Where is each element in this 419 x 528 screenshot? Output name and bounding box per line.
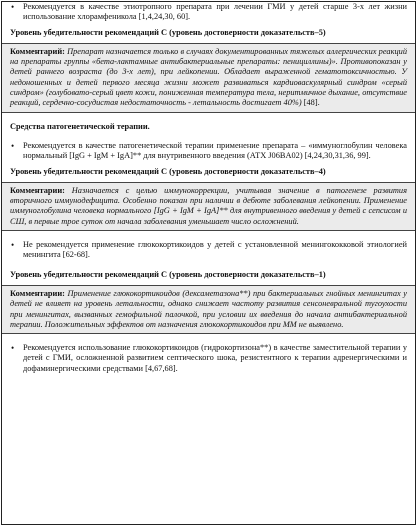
evidence-level-heading-1: Уровень убедительности рекомендаций C (уровень достоверности доказательств–5) xyxy=(10,27,326,37)
document-body xyxy=(2,2,415,374)
comment-reference: [48]. xyxy=(301,98,320,108)
section-heading-pathogenetic-therapy: Средства патогенетической терапии. xyxy=(10,121,150,131)
comment-label: Комментарий: xyxy=(10,46,65,56)
comment-label: Комментарии: xyxy=(10,185,65,195)
comment-text: Применение глюкокортикоидов (дексаметазона**) при бактериальных гнойных менингитах у детей не влияет на уровень летальности, однако снижает частоту развития сенсоневральной тугоухости при менингитах, вызванных гемофильной палочкой, при условии их введения до начала антибактериальной терапии. Положительных эффектов от назначения глюкокортикоидов при ММ не выявлено. xyxy=(10,288,407,329)
recommendation-chloramphenicol: • Рекомендуется в качестве этиотропного препарата при лечении ГМИ у детей старше 3-х лет жизни использование хлорамфеникола [1,4,24,30, 60]. xyxy=(10,2,407,23)
comment-text: Препарат назначается только в случаях документированных тяжелых аллергических реакций на препараты группы «бета-лактамные антибактериальные препараты: пенициллины)». Противопоказан у детей раннего возраста (до 3-х лет), при лейкопении. Обладает выраженной гематотоксичностью. У недоношенных и детей первого месяца жизни может развиваться кардиоваскулярный синдром «серый синдром» (голубовато-серый цвет кожи, пониженная температура тела, неритмичное дыхание, отсутствие реакций, сердечно-сосудистая недостаточность - летальность достигает 40%) xyxy=(10,46,407,108)
comment-box-immunoglobulin xyxy=(2,182,415,231)
evidence-level-heading-2: Уровень убедительности рекомендаций C (уровень достоверности доказательств–4) xyxy=(10,166,326,176)
recommendation-immunoglobulin: • Рекомендуется в качестве патогенетической терапии применение препарата – «иммуноглобулин человека нормальный [IgG + IgM + IgA]** для внутривенного введения (АТХ J06BA02) [4,24,30,31,36, 99]. xyxy=(10,141,407,162)
comment-box-chloramphenicol xyxy=(2,43,415,113)
recommendation-hydrocortisone: • Рекомендуется использование глюкокортикоидов (гидрокортизона**) в качестве заместительной терапии у детей с ГМИ, осложненной развитием септического шока, резистентного к терапии адренергическими и дофаминергическими средствами [4,67,68]. xyxy=(10,343,407,374)
comment-box-glucocorticoids xyxy=(2,285,415,334)
recommendation-no-glucocorticoids: • Не рекомендуется применение глюкокортикоидов у детей с установленной менингококковой этиологией менингита [62-68]. xyxy=(10,240,407,261)
document-page xyxy=(1,1,416,525)
evidence-level-heading-3: Уровень убедительности рекомендаций C (уровень достоверности доказательств–1) xyxy=(10,269,326,279)
comment-label: Комментарии: xyxy=(10,288,65,298)
comment-text: Назначается с целью иммунокоррекции, учитывая значение в патогенезе развития вторичного иммунодефицита. Особенно показан при наличии в дебюте заболевания лейкопении. Применение иммуноглобулина человека нормального [IgG + IgM + IgA]** для внутривенного введения у детей с сепсисом и СШ, в первые трое суток от начала заболевания уменьшает число осложнений. xyxy=(10,185,407,226)
